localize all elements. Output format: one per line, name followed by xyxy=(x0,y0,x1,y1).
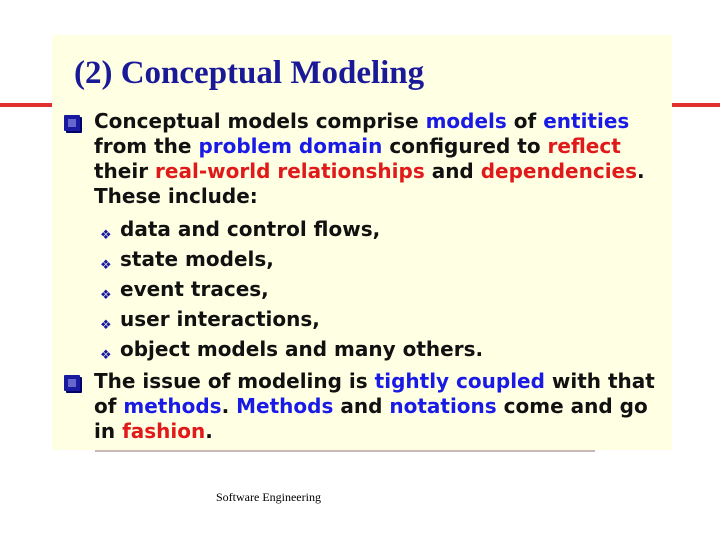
slide-content-panel xyxy=(52,35,672,450)
text-run: . xyxy=(221,394,237,418)
text-run: Conceptual models comprise xyxy=(94,109,426,133)
slide-body xyxy=(64,109,664,444)
text-run: . These include: xyxy=(94,159,645,208)
diamond-bullet-icon: ❖ xyxy=(100,258,112,273)
highlight-dependencies: dependencies xyxy=(480,159,638,183)
text-run: . xyxy=(205,419,213,443)
sub-bullet-item xyxy=(64,304,664,334)
diamond-bullet-icon: ❖ xyxy=(100,288,112,303)
bullet-paragraph-1 xyxy=(64,109,664,209)
sub-bullet-text: state models, xyxy=(120,247,274,271)
bottom-divider-line xyxy=(95,450,595,452)
text-run: from the xyxy=(94,134,199,158)
sub-bullet-item xyxy=(64,334,664,364)
square-bullet-icon xyxy=(64,375,80,391)
highlight-notations: notations xyxy=(389,394,497,418)
highlight-methods: methods xyxy=(123,394,222,418)
text-run: come and go in xyxy=(94,394,648,443)
highlight-methods-2: Methods xyxy=(236,394,334,418)
highlight-problem-domain: problem domain xyxy=(198,134,383,158)
highlight-models: models xyxy=(425,109,507,133)
text-run: with that of xyxy=(94,369,655,418)
sub-bullet-text: user interactions, xyxy=(120,307,320,331)
highlight-entities: entities xyxy=(543,109,630,133)
sub-bullet-item xyxy=(64,244,664,274)
sub-bullet-item xyxy=(64,214,664,244)
square-bullet-icon xyxy=(64,115,80,131)
left-accent-line xyxy=(0,103,52,107)
highlight-real-world-relationships: real-world relationships xyxy=(155,159,425,183)
footer-text: Software Engineering xyxy=(216,490,321,504)
highlight-tightly-coupled: tightly coupled xyxy=(374,369,545,393)
slide-title: (2) Conceptual Modeling xyxy=(74,55,425,91)
sub-bullet-item xyxy=(64,274,664,304)
right-accent-line xyxy=(672,103,720,107)
text-run: The issue of modeling is xyxy=(94,369,375,393)
sub-bullet-text: object models and many others. xyxy=(120,337,484,361)
bullet-paragraph-2 xyxy=(64,369,664,444)
diamond-bullet-icon: ❖ xyxy=(100,348,112,363)
highlight-fashion: fashion xyxy=(122,419,206,443)
text-run: and xyxy=(333,394,390,418)
sub-bullet-list xyxy=(64,214,664,364)
text-run: of xyxy=(506,109,544,133)
text-run: their xyxy=(94,159,156,183)
sub-bullet-text: data and control flows, xyxy=(120,217,381,241)
text-run: configured to xyxy=(382,134,548,158)
diamond-bullet-icon: ❖ xyxy=(100,228,112,243)
highlight-reflect: reflect xyxy=(547,134,621,158)
sub-bullet-text: event traces, xyxy=(120,277,269,301)
diamond-bullet-icon: ❖ xyxy=(100,318,112,333)
text-run: and xyxy=(424,159,481,183)
